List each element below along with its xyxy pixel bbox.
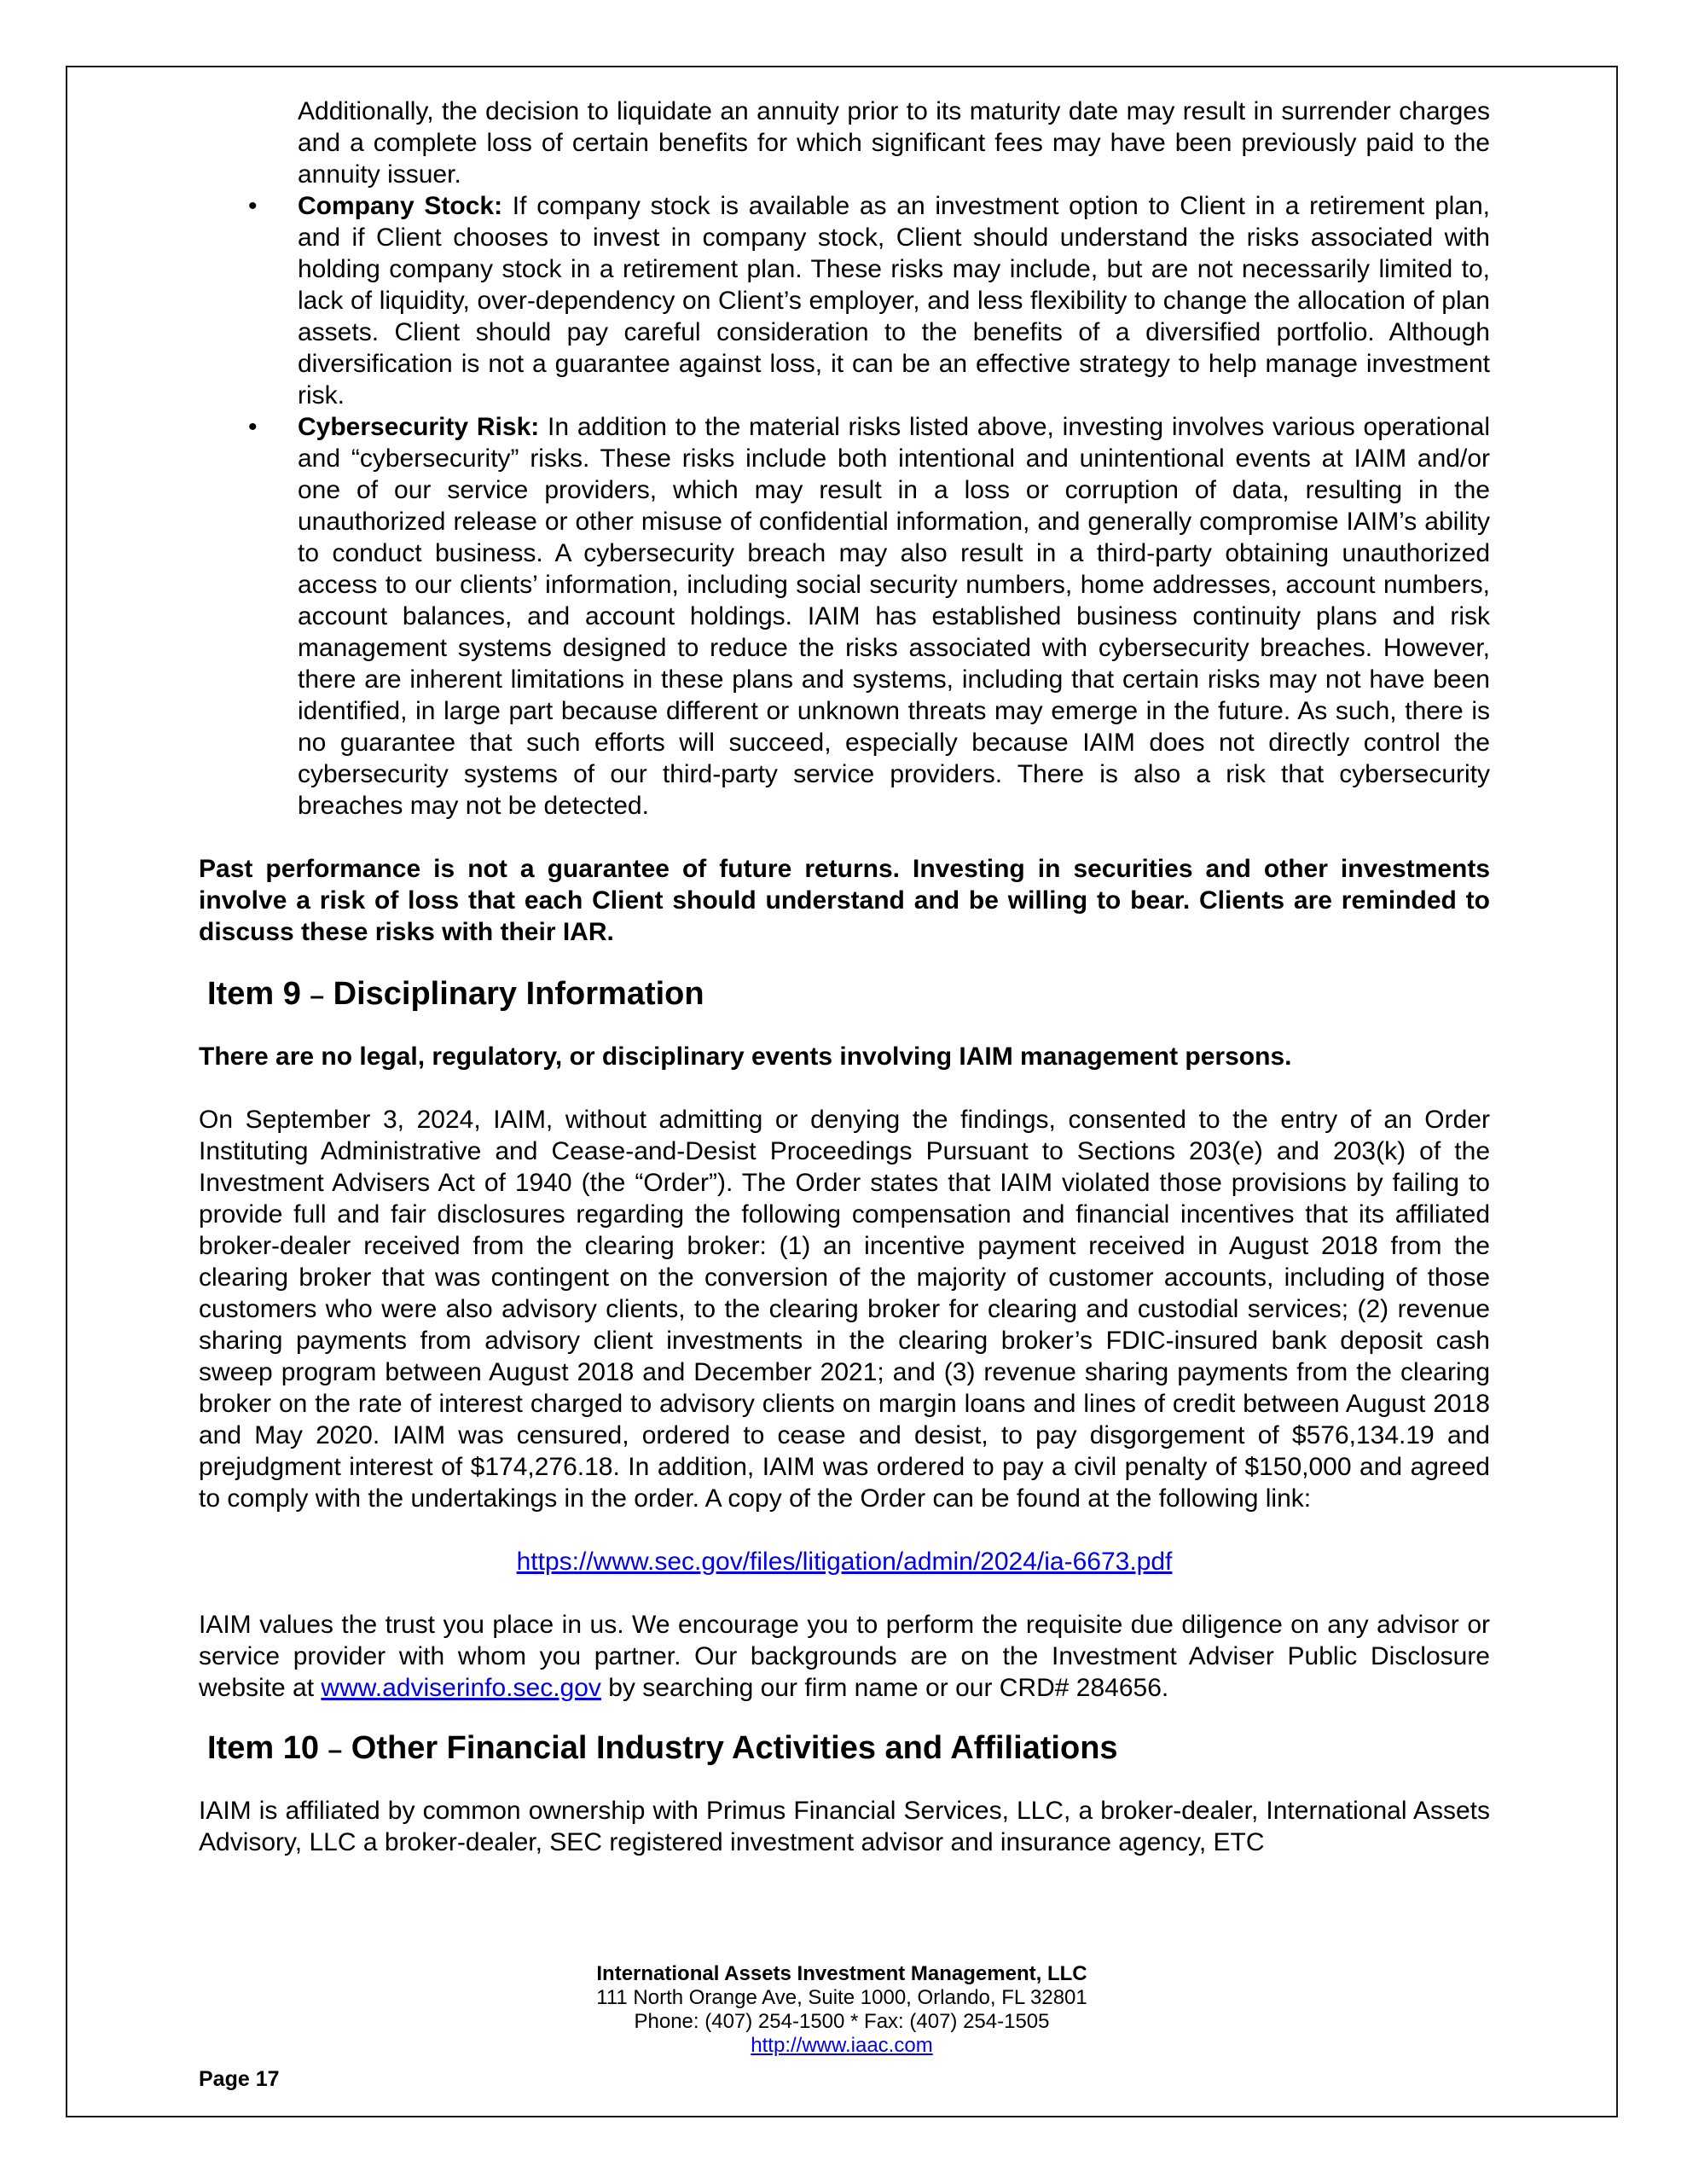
- bullet-dot-icon: •: [248, 192, 258, 220]
- page-number: Page 17: [199, 2067, 280, 2091]
- item9-heading: [199, 973, 1490, 1017]
- item10-dash: –: [328, 1736, 343, 1764]
- past-performance-warning: Past performance is not a guarantee of future returns. Investing in securities and other investments involve a risk of loss that each Client should understand and be willing to bear. Clients are reminded to discuss these risks with their IAR.: [199, 855, 1490, 946]
- footer-firm-name: International Assets Investment Management, LLC: [596, 1962, 1087, 1985]
- trust-text-end: by searching our firm name or our CRD# 284656.: [600, 1674, 1169, 1702]
- annuity-continuation-text: Additionally, the decision to liquidate an annuity prior to its maturity date may result in surrender charges and a complete loss of certain benefits for which significant fees may have been previously paid to the annuity issuer.: [298, 97, 1490, 189]
- page-footer: [66, 1962, 1618, 2058]
- no-disciplinary-events: There are no legal, regulatory, or disciplinary events involving IAIM management persons.: [199, 1043, 1292, 1071]
- item10-label: Item 10: [207, 1730, 319, 1766]
- footer-website-link[interactable]: http://www.iaac.com: [751, 2034, 933, 2057]
- adviserinfo-link[interactable]: www.adviserinfo.sec.gov: [321, 1674, 601, 1702]
- bullet-term: Company Stock:: [298, 192, 503, 220]
- trust-text: IAIM values the trust you place in us. We encourage you to perform the requisite due diligence on any advisor or service provider with whom you partner. Our backgrounds are on the Investment Adviser Public Disclosure website at: [199, 1611, 1490, 1702]
- item9-title: Disciplinary Information: [333, 976, 704, 1012]
- bullet-term: Cybersecurity Risk:: [298, 413, 540, 441]
- item9-label: Item 9: [207, 976, 301, 1012]
- bullet-dot-icon: •: [248, 413, 258, 441]
- affiliations-paragraph: IAIM is affiliated by common ownership with Primus Financial Services, LLC, a broker-dealer, International Assets Advisory, LLC a broker-dealer, SEC registered investment advisor and insurance agency, ETC: [199, 1797, 1490, 1856]
- item10-heading: [199, 1728, 1490, 1771]
- item10-title: Other Financial Industry Activities and Affiliations: [351, 1730, 1118, 1766]
- footer-phone: Phone: (407) 254-1500 * Fax: (407) 254-1505: [634, 2010, 1050, 2033]
- bullet-text: If company stock is available as an investment option to Client in a retirement plan, and if Client chooses to invest in company stock, Client should understand the risks associated with holding company stock in a retirement plan. These risks may include, but are not necessarily limited to, lack of liquidity, over-dependency on Client’s employer, and less flexibility to change the allocation of plan assets. Client should pay careful consideration to the benefits of a diversified portfolio. Although diversification is not a guarantee against loss, it can be an effective strategy to help manage investment risk.: [298, 192, 1490, 410]
- bullet-text: In addition to the material risks listed above, investing involves various operational and “cybersecurity” risks. These risks include both intentional and unintentional events at IAIM and/or one of our service providers, which may result in a loss or corruption of data, resulting in the unauthorized release or other misuse of confidential information, and generally compromise IAIM’s ability to conduct business. A cybersecurity breach may also result in a third-party obtaining unauthorized access to our clients’ information, including social security numbers, home addresses, account numbers, account balances, and account holdings. IAIM has established business continuity plans and risk management systems designed to reduce the risks associated with cybersecurity breaches. However, there are inherent limitations in these plans and systems, including that certain risks may not have been identified, in large part because different or unknown threats may emerge in the future. As such, there is no guarantee that such efforts will succeed, especially because IAIM does not directly control the cybersecurity systems of our third-party service providers. There is also a risk that cybersecurity breaches may not be detected.: [298, 413, 1490, 820]
- footer-address: 111 North Orange Ave, Suite 1000, Orlando, FL 32801: [596, 1986, 1087, 2009]
- sec-order-paragraph: On September 3, 2024, IAIM, without admitting or denying the findings, consented to the entry of an Order Instituting Administrative and Cease-and-Desist Proceedings Pursuant to Sections 203(e) and 203(k) of the Investment Advisers Act of 1940 (the “Order”). The Order states that IAIM violated those provisions by failing to provide full and fair disclosures regarding the following compensation and financial incentives that its affiliated broker-dealer received from the clearing broker: (1) an incentive payment received in August 2018 from the clearing broker that was contingent on the conversion of the majority of customer accounts, including of those customers who were also advisory clients, to the clearing broker for clearing and custodial services; (2) revenue sharing payments from advisory client investments in the clearing broker’s FDIC-insured bank deposit cash sweep program between August 2018 and December 2021; and (3) revenue sharing payments from the clearing broker on the rate of interest charged to advisory clients on margin loans and lines of credit between August 2018 and May 2020. IAIM was censured, ordered to cease and desist, to pay disgorgement of $576,134.19 and prejudgment interest of $174,276.18. In addition, IAIM was ordered to pay a civil penalty of $150,000 and agreed to comply with the undertakings in the order. A copy of the Order can be found at the following link:: [199, 1106, 1490, 1513]
- bullet-cybersecurity-risk: [248, 411, 1490, 822]
- trust-paragraph: [199, 1609, 1490, 1704]
- item9-dash: –: [310, 982, 325, 1010]
- sec-order-link[interactable]: https://www.sec.gov/files/litigation/admin/2024/ia-6673.pdf: [516, 1548, 1173, 1576]
- bullet-company-stock: [248, 190, 1490, 411]
- sec-order-link-line: [199, 1546, 1490, 1577]
- page-content: [199, 96, 1490, 1858]
